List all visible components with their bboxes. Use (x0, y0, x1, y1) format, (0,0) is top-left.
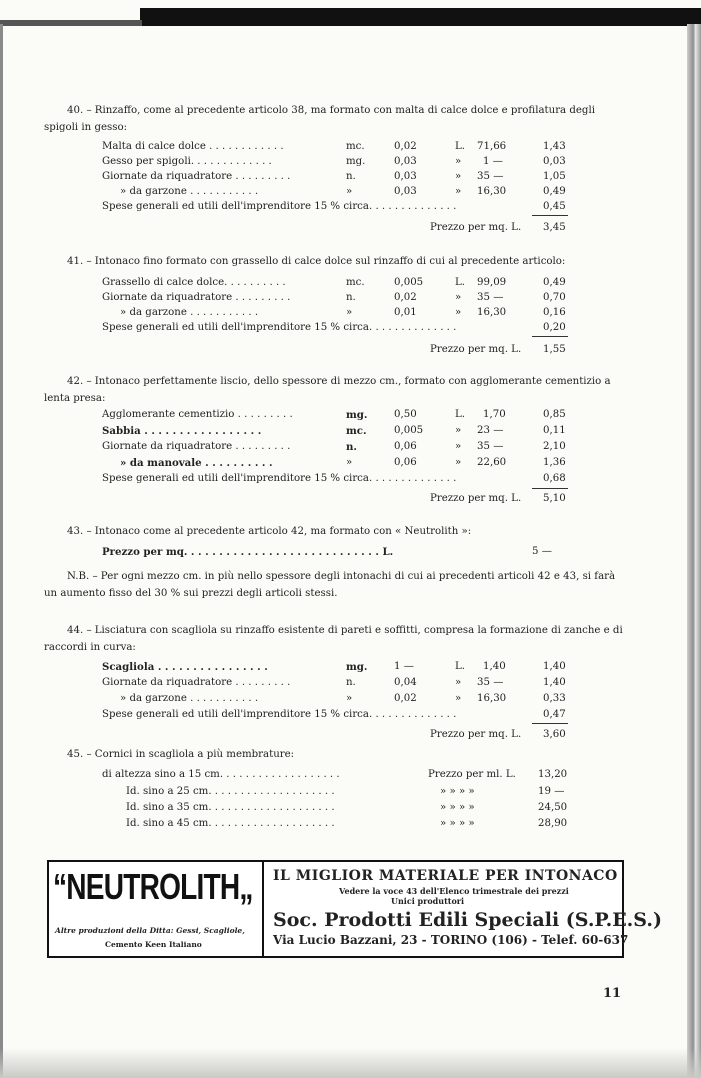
s40-spese-total: 0,45 (543, 201, 566, 212)
neutrolith-logo: “NEUTROLITH„ (53, 866, 253, 907)
s42-spese-total: 0,68 (543, 473, 566, 484)
s41-row-2-unit: » (346, 307, 353, 318)
ad-brand-panel (49, 862, 264, 956)
s44-spese-label: Spese generali ed utili dell'imprenditore 15 % circa. . . . . . . . . . . . . . (102, 709, 457, 720)
s42-row-1-unit: mc. (346, 425, 367, 437)
s41-row-2-label: » da garzone . . . . . . . . . . . (120, 307, 259, 318)
page-number: 11 (603, 986, 622, 1001)
s44-row-2-cur: » (455, 693, 462, 704)
s40-row-0-label: Malta di calce dolce . . . . . . . . . . . . (102, 141, 284, 152)
s41-row-1-total: 0,70 (543, 292, 566, 303)
ad-other-products: Altre produzioni della Ditta: Gessi, Scagliole, (55, 926, 245, 935)
s40-row-0-unit: mc. (346, 141, 365, 152)
s40-spese-label: Spese generali ed utili dell'imprenditore 15 % circa. . . . . . . . . . . . . . (102, 201, 457, 212)
s40-row-2-label: Giornate da riquadratore . . . . . . . . . (102, 171, 291, 182)
s40-row-2-cur: » (455, 171, 462, 182)
article-45-intro: 45. – Cornici in scagliola a più membrature: (67, 749, 295, 760)
article-40-intro: 40. – Rinzaffo, come al precedente articolo 38, ma formato con malta di calce dolce e profilatura degli spigoli in gesso: (44, 105, 595, 133)
s41-row-1-cur: » (455, 292, 462, 303)
s41-row-0-unit: mc. (346, 277, 365, 288)
s44-row-0-unit: mg. (346, 661, 368, 673)
s44-row-0-qty: 1 — (394, 661, 414, 672)
s44-row-0-total: 1,40 (543, 661, 566, 672)
s40-row-2-unit: n. (346, 171, 356, 182)
s40-sum-rule (532, 215, 568, 216)
s41-row-2-total: 0,16 (543, 307, 566, 318)
s44-row-1-unit: n. (346, 677, 356, 688)
article-42-intro: 42. – Intonaco perfettamente liscio, dello spessore di mezzo cm., formato con agglomerante cementizio a lenta presa: (44, 376, 611, 404)
s41-row-2-qty: 0,01 (394, 307, 417, 318)
s45-row-1-mid: » » » » (440, 786, 475, 797)
s42-row-1-price: 23 — (477, 425, 504, 436)
s45-row-1-total: 19 — (538, 786, 565, 797)
s45-row-2-label: Id. sino a 35 cm. . . . . . . . . . . . . . . . . . . . (126, 802, 335, 813)
s45-row-3-mid: » » » » (440, 818, 475, 829)
s42-prezzo-label: Prezzo per mq. L. (430, 493, 522, 504)
s42-row-1-qty: 0,005 (394, 425, 424, 436)
s42-row-3-total: 1,36 (543, 457, 566, 468)
s44-row-1-cur: » (455, 677, 462, 688)
s41-row-0-price: 99,09 (477, 277, 507, 288)
s42-prezzo-total: 5,10 (543, 493, 566, 504)
s43-prezzo-label: Prezzo per mq. . . . . . . . . . . . . . . . . . . . . . . . . . . . L. (102, 546, 394, 558)
s41-row-1-price: 35 — (477, 292, 504, 303)
s40-row-1-qty: 0,03 (394, 156, 417, 167)
s44-sum-rule (532, 723, 568, 724)
s43-prezzo-total: 5 — (532, 546, 552, 557)
nota-bene: N.B. – Per ogni mezzo cm. in più nello spessore degli intonachi di cui ai precedenti articoli 42 e 43, si farà un aumento fisso del 30 % sui prezzi degli articoli stessi. (44, 571, 616, 599)
article-44-intro: 44. – Lisciatura con scagliola su rinzaffo esistente di pareti e soffitti, compresa la formazione di zanche e di raccordi in curva: (44, 625, 623, 653)
s40-row-3-cur: » (455, 186, 462, 197)
s40-row-3-unit: » (346, 186, 353, 197)
s45-row-2-mid: » » » » (440, 802, 475, 813)
advertisement-box (47, 860, 662, 958)
s41-row-0-qty: 0,005 (394, 277, 424, 288)
s42-row-0-price: 1,70 (483, 409, 506, 420)
s41-row-2-cur: » (455, 307, 462, 318)
s45-row-2-total: 24,50 (538, 802, 568, 813)
s41-prezzo-total: 1,55 (543, 344, 566, 355)
s44-row-1-label: Giornate da riquadratore . . . . . . . . . (102, 677, 291, 688)
s40-row-2-qty: 0,03 (394, 171, 417, 182)
s44-row-2-total: 0,33 (543, 693, 566, 704)
s42-row-1-total: 0,11 (543, 425, 566, 436)
s40-row-3-total: 0,49 (543, 186, 566, 197)
s42-row-0-qty: 0,50 (394, 409, 417, 420)
s40-row-1-total: 0,03 (543, 156, 566, 167)
s44-row-1-total: 1,40 (543, 677, 566, 688)
s40-row-2-price: 35 — (477, 171, 504, 182)
s42-row-2-total: 2,10 (543, 441, 566, 452)
article-43-intro: 43. – Intonaco come al precedente articolo 42, ma formato con « Neutrolith »: (67, 526, 472, 537)
s42-row-3-qty: 0,06 (394, 457, 417, 468)
ad-address: Via Lucio Bazzani, 23 - TORINO (106) - Telef. 60-637 (273, 933, 629, 947)
ad-cemento-keen: Cemento Keen Italiano (105, 940, 202, 949)
s42-row-0-label: Agglomerante cementizio . . . . . . . . . (102, 409, 293, 420)
s44-row-2-price: 16,30 (477, 693, 507, 704)
s40-prezzo-label: Prezzo per mq. L. (430, 222, 522, 233)
s40-row-1-label: Gesso per spigoli. . . . . . . . . . . . . (102, 156, 272, 167)
s42-row-3-price: 22,60 (477, 457, 507, 468)
s44-prezzo-total: 3,60 (543, 729, 566, 740)
s44-row-2-unit: » (346, 693, 353, 704)
s42-row-2-price: 35 — (477, 441, 504, 452)
s40-row-3-qty: 0,03 (394, 186, 417, 197)
s42-sum-rule (532, 488, 568, 489)
s44-spese-total: 0,47 (543, 709, 566, 720)
s41-row-2-price: 16,30 (477, 307, 507, 318)
s44-row-0-price: 1,40 (483, 661, 506, 672)
s42-row-0-total: 0,85 (543, 409, 566, 420)
s45-row-0-label: di altezza sino a 15 cm. . . . . . . . . . . . . . . . . . . (102, 769, 340, 780)
s45-row-3-total: 28,90 (538, 818, 568, 829)
s42-row-2-cur: » (455, 441, 462, 452)
s40-row-3-price: 16,30 (477, 186, 507, 197)
s42-row-3-label: » da manovale . . . . . . . . . . (120, 457, 273, 469)
s42-row-2-unit: n. (346, 441, 357, 453)
s40-prezzo-total: 3,45 (543, 222, 566, 233)
s42-row-1-label: Sabbia . . . . . . . . . . . . . . . . . (102, 425, 262, 437)
s40-row-1-unit: mg. (346, 156, 366, 167)
ad-headline: IL MIGLIOR MATERIALE PER INTONACO (273, 868, 618, 884)
article-41-intro: 41. – Intonaco fino formato con grassello di calce dolce sul rinzaffo di cui al precedente articolo: (67, 256, 566, 267)
s40-row-0-total: 1,43 (543, 141, 566, 152)
s40-row-0-qty: 0,02 (394, 141, 417, 152)
s40-row-1-cur: » (455, 156, 462, 167)
s42-row-2-label: Giornate da riquadratore . . . . . . . . . (102, 441, 291, 452)
ad-company-name: Soc. Prodotti Edili Speciali (S.P.E.S.) (273, 909, 662, 931)
s41-row-1-unit: n. (346, 292, 356, 303)
s45-row-3-label: Id. sino a 45 cm. . . . . . . . . . . . . . . . . . . . (126, 818, 335, 829)
s44-row-2-label: » da garzone . . . . . . . . . . . (120, 693, 259, 704)
ad-reference-note: Vedere la voce 43 dell'Elenco trimestrale dei prezzi (339, 886, 569, 896)
s42-row-3-cur: » (455, 457, 462, 468)
s44-row-0-label: Scagliola . . . . . . . . . . . . . . . . (102, 661, 268, 673)
s41-prezzo-label: Prezzo per mq. L. (430, 344, 522, 355)
s42-row-2-qty: 0,06 (394, 441, 417, 452)
s41-row-1-label: Giornate da riquadratore . . . . . . . . . (102, 292, 291, 303)
s41-row-0-label: Grassello di calce dolce. . . . . . . . . . (102, 277, 286, 288)
s41-spese-label: Spese generali ed utili dell'imprenditore 15 % circa. . . . . . . . . . . . . . (102, 322, 457, 333)
s40-row-0-cur: L. (455, 141, 466, 152)
s42-row-0-unit: mg. (346, 409, 368, 421)
s44-row-2-qty: 0,02 (394, 693, 417, 704)
s45-row-1-label: Id. sino a 25 cm. . . . . . . . . . . . . . . . . . . . (126, 786, 335, 797)
s40-row-2-total: 1,05 (543, 171, 566, 182)
s40-row-0-price: 71,66 (477, 141, 507, 152)
s40-row-3-label: » da garzone . . . . . . . . . . . (120, 186, 259, 197)
ad-producers-note: Unici produttori (391, 896, 465, 906)
s40-row-1-price: 1 — (483, 156, 503, 167)
s42-row-1-cur: » (455, 425, 462, 436)
s42-row-3-unit: » (346, 457, 353, 468)
s41-spese-total: 0,20 (543, 322, 566, 333)
s44-row-0-cur: L. (455, 661, 466, 672)
s42-row-0-cur: L. (455, 409, 466, 420)
s44-row-1-qty: 0,04 (394, 677, 417, 688)
s42-spese-label: Spese generali ed utili dell'imprenditore 15 % circa. . . . . . . . . . . . . . (102, 473, 457, 484)
s45-row-0-total: 13,20 (538, 769, 568, 780)
s41-row-1-qty: 0,02 (394, 292, 417, 303)
s41-sum-rule (532, 336, 568, 337)
s45-row-0-mid: Prezzo per ml. L. (428, 769, 516, 780)
s44-row-1-price: 35 — (477, 677, 504, 688)
s41-row-0-total: 0,49 (543, 277, 566, 288)
s41-row-0-cur: L. (455, 277, 466, 288)
s44-prezzo-label: Prezzo per mq. L. (430, 729, 522, 740)
